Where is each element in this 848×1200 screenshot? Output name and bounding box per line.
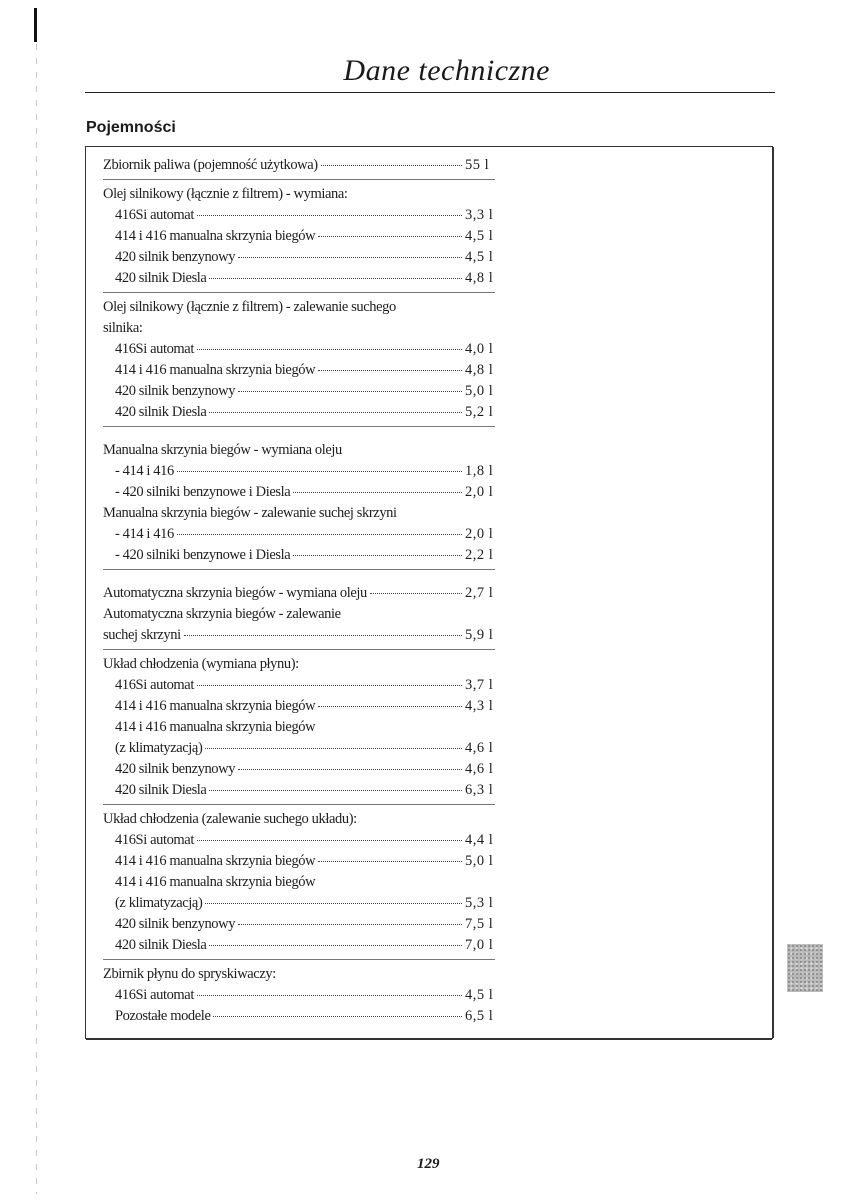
dot-leader	[197, 214, 462, 216]
capacity-row	[103, 935, 495, 956]
capacity-label: - 420 silniki benzynowe i Diesla	[115, 547, 291, 563]
capacity-label: 414 i 416 manualna skrzynia biegów	[115, 698, 316, 714]
capacity-group	[103, 964, 495, 1030]
capacity-row-heading	[103, 809, 495, 830]
capacity-label: 420 silnik benzynowy	[115, 916, 236, 932]
dot-leader	[205, 747, 462, 749]
capacity-label: (z klimatyzacją)	[115, 895, 203, 911]
capacity-label: - 420 silniki benzynowe i Diesla	[115, 484, 291, 500]
capacity-label: - 414 i 416	[115, 463, 174, 479]
dot-leader	[177, 533, 462, 535]
frame-shadow-right	[772, 147, 774, 1038]
capacity-row	[103, 759, 495, 780]
dot-leader	[318, 235, 462, 237]
capacity-row	[103, 1006, 495, 1027]
capacity-value: 2,0 l	[465, 526, 494, 542]
binding-edge	[36, 44, 37, 1194]
capacity-row-heading	[103, 604, 495, 625]
capacity-label: 414 i 416 manualna skrzynia biegów	[115, 874, 316, 890]
capacity-row	[103, 155, 495, 176]
capacity-row	[103, 461, 495, 482]
capacity-group	[103, 809, 495, 960]
capacity-row-heading	[103, 717, 495, 738]
dot-leader	[238, 390, 462, 392]
capacity-label: silnika:	[103, 320, 143, 336]
capacity-row	[103, 247, 495, 268]
dot-leader	[209, 277, 462, 279]
dot-leader	[238, 256, 462, 258]
capacity-label: Olej silnikowy (łącznie z filtrem) - zalewanie suchego	[103, 299, 396, 315]
section-heading: Pojemności	[86, 119, 176, 136]
capacity-row	[103, 914, 495, 935]
capacity-row	[103, 402, 495, 423]
dot-leader	[238, 923, 462, 925]
capacity-value: 4,8 l	[465, 362, 494, 378]
capacities-list	[103, 155, 503, 1034]
capacity-label: 420 silnik Diesla	[115, 937, 207, 953]
capacity-row-heading	[103, 297, 495, 318]
capacity-value: 5,3 l	[465, 895, 494, 911]
capacity-row-heading	[103, 872, 495, 893]
capacity-row	[103, 985, 495, 1006]
dot-leader	[177, 470, 462, 472]
capacity-label: 420 silnik Diesla	[115, 782, 207, 798]
capacity-label: 420 silnik benzynowy	[115, 383, 236, 399]
capacity-value: 5,0 l	[465, 853, 494, 869]
capacity-label: 420 silnik Diesla	[115, 270, 207, 286]
capacity-label: Automatyczna skrzynia biegów - wymiana oleju	[103, 585, 367, 601]
dot-leader	[318, 369, 462, 371]
capacity-value: 6,5 l	[465, 1008, 494, 1024]
capacity-value: 1,8 l	[465, 463, 494, 479]
capacity-row	[103, 482, 495, 503]
dot-leader	[197, 839, 462, 841]
capacity-value: 3,3 l	[465, 207, 494, 223]
dot-leader	[197, 684, 462, 686]
capacity-label: 416Si automat	[115, 832, 194, 848]
capacity-row	[103, 226, 495, 247]
capacity-label: 420 silnik benzynowy	[115, 761, 236, 777]
capacity-value: 5,2 l	[465, 404, 494, 420]
capacity-label: - 414 i 416	[115, 526, 174, 542]
capacity-row-heading	[103, 654, 495, 675]
capacity-label: Układ chłodzenia (zalewanie suchego układu):	[103, 811, 357, 827]
chapter-thumb-tab	[787, 944, 823, 992]
capacity-value: 4,5 l	[465, 249, 494, 265]
capacity-row	[103, 381, 495, 402]
capacity-row	[103, 339, 495, 360]
dot-leader	[209, 411, 462, 413]
capacity-label: 416Si automat	[115, 987, 194, 1003]
capacity-row	[103, 738, 495, 759]
page-header	[85, 48, 775, 93]
dot-leader	[197, 348, 462, 350]
dot-leader	[293, 491, 462, 493]
capacity-row	[103, 205, 495, 226]
capacity-label: suchej skrzyni	[103, 627, 181, 643]
capacity-row	[103, 696, 495, 717]
capacity-value: 7,0 l	[465, 937, 494, 953]
capacity-value: 4,6 l	[465, 761, 494, 777]
dot-leader	[293, 554, 462, 556]
dot-leader	[321, 164, 462, 166]
capacity-value: 7,5 l	[465, 916, 494, 932]
capacity-value: 2,7 l	[465, 585, 494, 601]
capacity-group	[103, 184, 495, 293]
capacity-row	[103, 780, 495, 801]
capacity-label: 420 silnik Diesla	[115, 404, 207, 420]
capacity-value: 3,7 l	[465, 677, 494, 693]
dot-leader	[213, 1015, 462, 1017]
capacity-value: 5,9 l	[465, 627, 494, 643]
capacity-row	[103, 360, 495, 381]
capacity-row	[103, 830, 495, 851]
capacity-row	[103, 268, 495, 289]
capacity-label: Manualna skrzynia biegów - wymiana oleju	[103, 442, 342, 458]
capacity-row-heading	[103, 503, 495, 524]
capacity-label: Manualna skrzynia biegów - zalewanie suchej skrzyni	[103, 505, 397, 521]
dot-leader	[318, 860, 462, 862]
capacity-label: (z klimatyzacją)	[115, 740, 203, 756]
capacity-label: 416Si automat	[115, 341, 194, 357]
dot-leader	[205, 902, 462, 904]
capacity-row-heading	[103, 964, 495, 985]
capacity-label: 414 i 416 manualna skrzynia biegów	[115, 228, 316, 244]
capacity-value: 4,8 l	[465, 270, 494, 286]
dot-leader	[209, 944, 462, 946]
dot-leader	[197, 994, 462, 996]
capacity-group	[103, 654, 495, 805]
capacity-label: 414 i 416 manualna skrzynia biegów	[115, 362, 316, 378]
page-title: Dane techniczne	[343, 54, 550, 87]
capacity-value: 4,5 l	[465, 987, 494, 1003]
capacity-label: 416Si automat	[115, 207, 194, 223]
group-spacer	[103, 431, 495, 440]
capacity-value: 4,4 l	[465, 832, 494, 848]
capacity-label: Zbirnik płynu do spryskiwaczy:	[103, 966, 276, 982]
frame-shadow-bottom	[86, 1038, 772, 1040]
capacity-row	[103, 625, 495, 646]
group-spacer	[103, 574, 495, 583]
capacity-value: 4,3 l	[465, 698, 494, 714]
capacity-value: 4,0 l	[465, 341, 494, 357]
page-number: 129	[417, 1156, 440, 1172]
capacity-row	[103, 583, 495, 604]
capacity-label: 414 i 416 manualna skrzynia biegów	[115, 853, 316, 869]
capacity-group	[103, 574, 495, 650]
capacity-group	[103, 431, 495, 570]
capacity-value: 55 l	[465, 157, 490, 173]
capacity-label: 420 silnik benzynowy	[115, 249, 236, 265]
capacity-label: 414 i 416 manualna skrzynia biegów	[115, 719, 316, 735]
capacity-label: Olej silnikowy (łącznie z filtrem) - wymiana:	[103, 186, 348, 202]
capacity-value: 2,0 l	[465, 484, 494, 500]
capacity-value: 5,0 l	[465, 383, 494, 399]
capacity-label: Układ chłodzenia (wymiana płynu):	[103, 656, 299, 672]
capacity-group	[103, 297, 495, 427]
dot-leader	[238, 768, 462, 770]
dot-leader	[209, 789, 462, 791]
capacity-row-heading	[103, 318, 495, 339]
capacity-label: Pozostałe modele	[115, 1008, 211, 1024]
capacity-label: 416Si automat	[115, 677, 194, 693]
capacity-value: 2,2 l	[465, 547, 494, 563]
dot-leader	[318, 705, 462, 707]
capacity-label: Zbiornik paliwa (pojemność użytkowa)	[103, 157, 318, 173]
dot-leader	[184, 634, 462, 636]
capacity-value: 4,5 l	[465, 228, 494, 244]
capacity-label: Automatyczna skrzynia biegów - zalewanie	[103, 606, 341, 622]
capacity-row-heading	[103, 184, 495, 205]
capacity-row-heading	[103, 440, 495, 461]
capacity-value: 4,6 l	[465, 740, 494, 756]
capacity-row	[103, 524, 495, 545]
capacity-row	[103, 851, 495, 872]
capacity-row	[103, 545, 495, 566]
binding-mark	[34, 8, 37, 42]
capacity-group	[103, 155, 495, 180]
dot-leader	[370, 592, 462, 594]
capacity-value: 6,3 l	[465, 782, 494, 798]
capacity-row	[103, 675, 495, 696]
capacity-row	[103, 893, 495, 914]
